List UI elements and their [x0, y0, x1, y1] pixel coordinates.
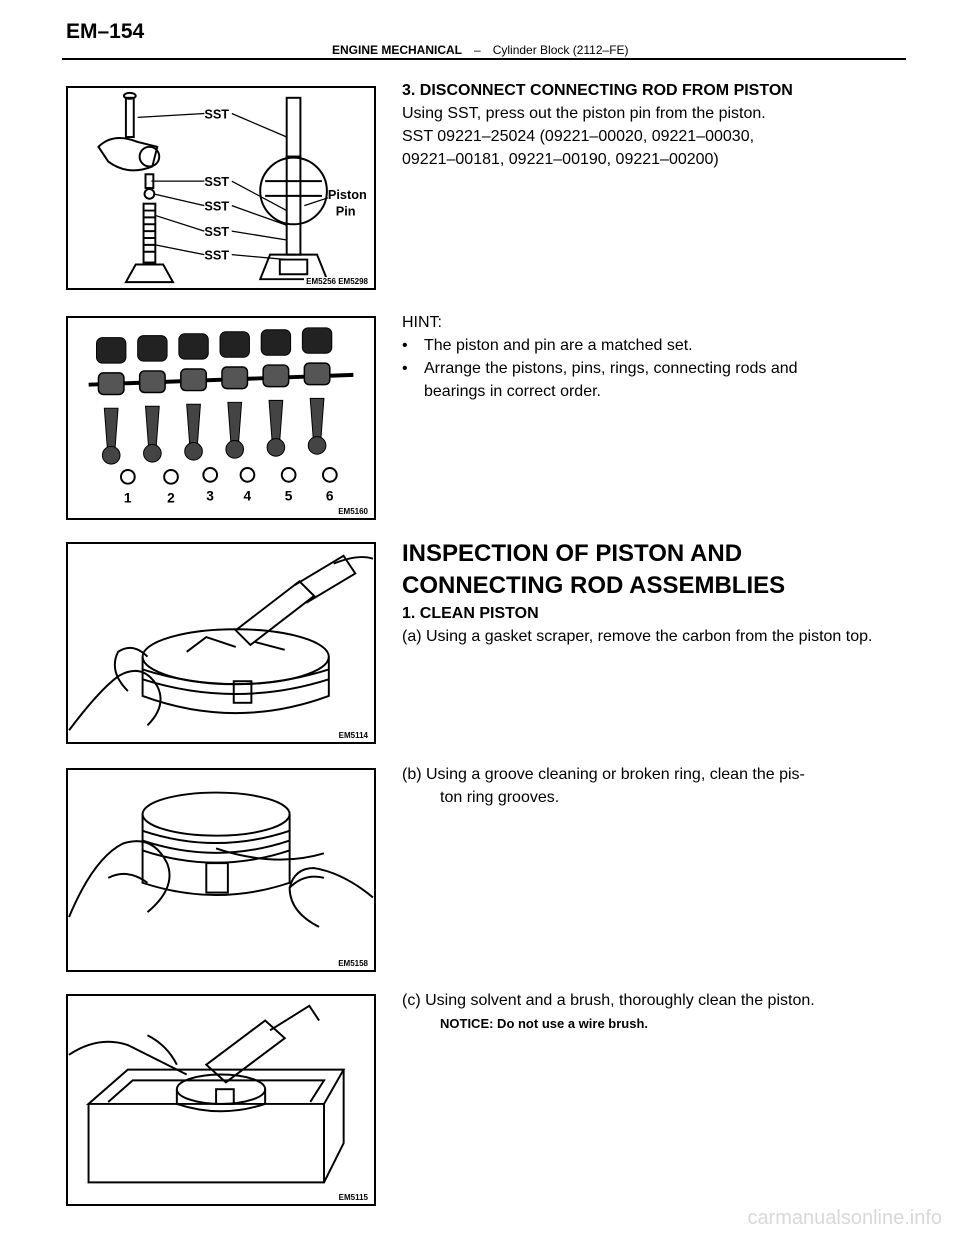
figure-code: EM5160: [338, 507, 368, 516]
piston-label: Piston: [327, 186, 367, 202]
figure-arranged-pistons: [66, 316, 376, 520]
sst-label: SST: [204, 174, 230, 190]
figure-code: EM5115: [338, 1193, 368, 1202]
step-c: (c) Using solvent and a brush, thoroughly clean the piston.: [402, 992, 815, 1009]
piston-number: 4: [243, 488, 252, 504]
inspection-title: INSPECTION OF PISTON AND: [402, 540, 743, 567]
groove-cleaning-illustration: [68, 770, 374, 970]
running-head: [332, 43, 629, 57]
sst-label: SST: [204, 106, 230, 122]
hint-bullet: • The piston and pin are a matched set.: [402, 334, 798, 357]
sst-press-illustration: [68, 88, 374, 288]
step-c-block: [402, 989, 815, 1035]
sst-label: SST: [204, 224, 230, 240]
hint-bullet: • Arrange the pistons, pins, rings, connecting rods and: [402, 357, 798, 380]
watermark: carmanualsonline.info: [747, 1207, 942, 1229]
hint-bullet-continuation: bearings in correct order.: [424, 383, 601, 400]
inspection-block: [402, 538, 872, 648]
piston-number: 5: [284, 488, 293, 504]
hint-label: HINT:: [402, 314, 442, 331]
step3-sst-line: SST 09221–25024 (09221–00020, 09221–00030,: [402, 128, 755, 145]
figure-gasket-scraper: [66, 542, 376, 744]
piston-number: 6: [325, 488, 334, 504]
sst-label: SST: [204, 247, 230, 263]
notice: NOTICE: Do not use a wire brush.: [440, 1016, 649, 1031]
hint-block: [402, 311, 798, 403]
solvent-brush-illustration: [68, 996, 374, 1204]
page-number: EM–154: [66, 20, 145, 43]
figure-code: EM5114: [338, 731, 368, 740]
figure-code: EM5158: [338, 959, 368, 968]
figure-solvent-brush: [66, 994, 376, 1206]
section-title: ENGINE MECHANICAL: [332, 43, 463, 57]
sst-label: SST: [204, 198, 230, 214]
step3-line: Using SST, press out the piston pin from the piston.: [402, 105, 766, 122]
inspection-title: CONNECTING ROD ASSEMBLIES: [402, 572, 786, 599]
figure-sst-press: [66, 86, 376, 290]
piston-number: 2: [167, 490, 175, 506]
step3-title: 3. DISCONNECT CONNECTING ROD FROM PISTON: [402, 82, 793, 99]
gasket-scraper-illustration: [68, 544, 374, 742]
step-b-block: [402, 763, 805, 809]
separator: –: [474, 43, 481, 57]
arranged-pistons-illustration: [68, 318, 374, 518]
step3-block: [402, 79, 793, 171]
figure-groove-cleaning: [66, 768, 376, 972]
step-b-continuation: ton ring grooves.: [440, 789, 560, 806]
step-a: (a) Using a gasket scraper, remove the carbon from the piston top.: [402, 628, 873, 645]
step3-sst-line: 09221–00181, 09221–00190, 09221–00200): [402, 151, 719, 168]
header-rule: [62, 58, 906, 60]
step1-title: 1. CLEAN PISTON: [402, 605, 539, 622]
step-b: (b) Using a groove cleaning or broken ring, clean the pis-: [402, 766, 805, 783]
subsection-title: Cylinder Block (2112–FE): [492, 43, 629, 57]
pin-label: Pin: [335, 203, 356, 219]
figure-code: EM5256 EM5298: [306, 277, 368, 286]
piston-number: 3: [206, 488, 214, 504]
piston-number: 1: [123, 490, 132, 506]
